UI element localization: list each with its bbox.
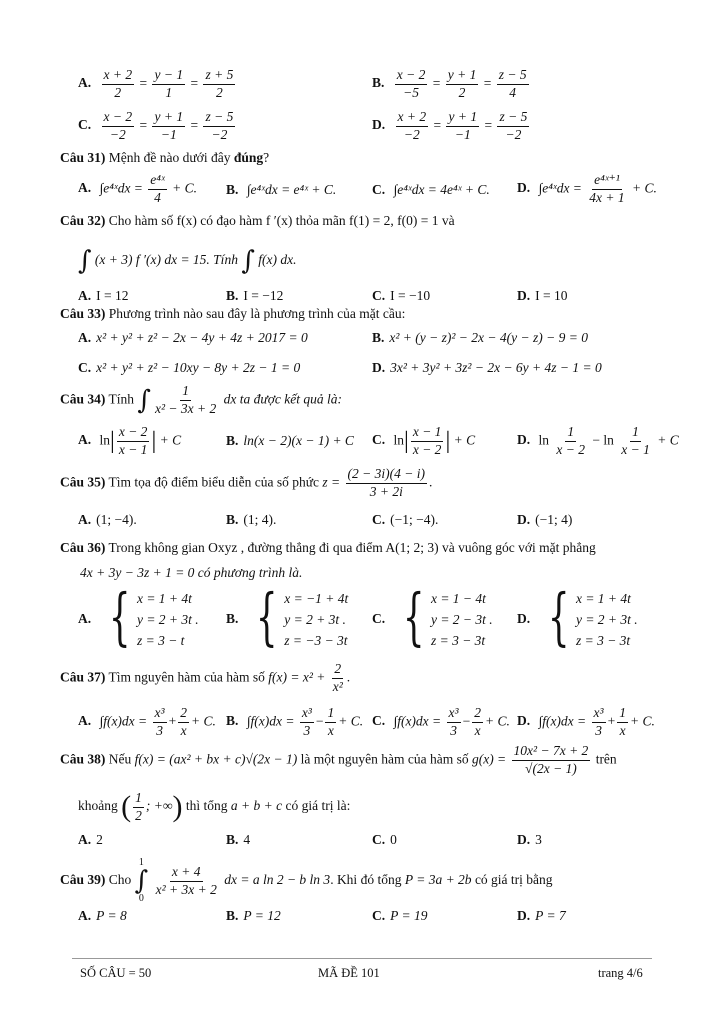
question-33: Câu 33) Phương trình nào sau đây là phương trình của mặt cầu: <box>60 306 406 321</box>
question-36-line2: 4x + 3y − 3z + 1 = 0 có phương trình là. <box>80 565 303 580</box>
q34-option-a: A. ln| $\frac{x - 2}{x - 1}$ | + C <box>78 424 182 457</box>
q35-option-c: C. (−1; −4). <box>372 512 439 527</box>
q37-option-a: A. ∫f(x)dx = $\frac{\text{x³}}{3}$ + $\frac{2}{x}$ + C. <box>78 705 216 738</box>
q35-option-b: B. (1; 4). <box>226 512 277 527</box>
q33-option-b: B. x² + (y − z)² − 2x − 4(y − z) − 9 = 0 <box>372 330 588 345</box>
q39-option-d: D. P = 7 <box>517 908 566 923</box>
q36-option-c: C. { x = 1 − 4t y = 2 − 3t . z = 3 − 3t <box>372 580 493 653</box>
q36-option-d: D. { x = 1 + 4t y = 2 + 3t . z = 3 − 3t <box>517 580 638 653</box>
q30-option-b: B. $\frac{x - 2}{-5}$ = $\frac{y + 1}{2}$ = $\frac{z - 5}{4}$ <box>372 67 527 100</box>
q33-option-c: C. x² + y² + z² − 10xy − 8y + 2z − 1 = 0 <box>78 360 301 375</box>
q34-option-c: C. ln| $\frac{x - 1}{x - 2}$ | + C <box>372 424 476 457</box>
question-32-line2: ∫ (x + 3) f ′(x) dx = 15. Tính ∫ f(x) dx. <box>78 246 297 276</box>
q35-option-d: D. (−1; 4) <box>517 512 573 527</box>
question-37: Câu 37) Tìm nguyên hàm của hàm số f(x) = x² + $\frac{2}{\text{x²}}$ . <box>60 661 351 694</box>
q32-option-a: A. I = 12 <box>78 288 129 303</box>
footer-divider <box>72 958 652 959</box>
q36-option-a: A. { x = 1 + 4t y = 2 + 3t . z = 3 − t <box>78 580 199 653</box>
footer-page-number: trang 4/6 <box>598 966 643 980</box>
q37-option-d: D. ∫f(x)dx = $\frac{\text{x³}}{3}$ + $\frac{1}{x}$ + C. <box>517 705 655 738</box>
q38-option-d: D. 3 <box>517 832 542 847</box>
question-38: Câu 38) Nếu f(x) = (ax² + bx + c)√(2x − 1) là một nguyên hàm của hàm số g(x) = $\frac{\text{10x² − 7x + 2}}{√(2x - 1)}$ trên <box>60 743 617 776</box>
q32-option-b: B. I = −12 <box>226 288 284 303</box>
q35-option-a: A. (1; −4). <box>78 512 137 527</box>
q38-option-b: B. 4 <box>226 832 251 847</box>
question-31: Câu 31) Mệnh đề nào dưới đây đúng? <box>60 150 270 165</box>
q36-option-b: B. { x = −1 + 4t y = 2 + 3t . z = −3 − 3t <box>226 580 349 653</box>
question-39: Câu 39) Cho 1 ∫ 0 $\frac{x + 4}{\text{x² + 3x + 2}}$ dx = a ln 2 − b ln 3. Khi đó tổng P = 3a + 2b có giá trị bằng <box>60 857 553 904</box>
question-35: Câu 35) Tìm tọa độ điểm biểu diễn của số phức z = $\frac{(2 - 3i)(4 - i)}{3 + 2i}$ . <box>60 466 433 499</box>
q33-option-d: D. 3x² + 3y² + 3z² − 2x − 6y + 4z − 1 = 0 <box>372 360 602 375</box>
footer-exam-code: MÃ ĐỀ 101 <box>318 966 380 980</box>
q38-option-c: C. 0 <box>372 832 397 847</box>
q34-option-d: D. ln $\frac{1}{x - 2}$ − ln $\frac{1}{x - 1}$ + C <box>517 424 679 457</box>
integral-sign: ∫ <box>78 246 92 276</box>
q34-option-b: B. ln(x − 2)(x − 1) + C <box>226 433 354 448</box>
question-38-line2: khoảng ( $\frac{1}{2}$ ; +∞) thì tổng a + b + c có giá trị là: <box>78 789 351 823</box>
question-34: Câu 34) Tính ∫ $\frac{1}{\text{x² − 3x + 2}}$ dx ta được kết quả là: <box>60 383 343 416</box>
q31-option-d: D. ∫e⁴ˣdx = $\frac{\text{e⁴ˣ⁺¹}}{4x + 1}$ + C. <box>517 172 657 205</box>
q32-option-c: C. I = −10 <box>372 288 431 303</box>
q31-option-c: C. ∫e⁴ˣdx = 4e⁴ˣ + C. <box>372 182 490 197</box>
q30-option-c: C. $\frac{x - 2}{-2}$ = $\frac{y + 1}{-1}$ = $\frac{z - 5}{-2}$ <box>78 109 234 142</box>
q31-option-b: B. ∫e⁴ˣdx = e⁴ˣ + C. <box>226 182 337 197</box>
q33-option-a: A. x² + y² + z² − 2x − 4y + 4z + 2017 = 0 <box>78 330 308 345</box>
q39-option-b: B. P = 12 <box>226 908 281 923</box>
footer-question-count: SỐ CÂU = 50 <box>80 966 152 980</box>
q39-option-c: C. P = 19 <box>372 908 428 923</box>
q37-option-b: B. ∫f(x)dx = $\frac{\text{x³}}{3}$ − $\frac{1}{x}$ + C. <box>226 705 364 738</box>
q30-option-a: A. $\frac{x + 2}{2}$ = $\frac{y - 1}{1}$ = $\frac{z + 5}{2}$ <box>78 67 234 100</box>
q37-option-c: C. ∫f(x)dx = $\frac{\text{x³}}{3}$ − $\frac{2}{x}$ + C. <box>372 705 510 738</box>
question-32: Câu 32) Cho hàm số f(x) có đạo hàm f ′(x) thỏa mãn f(1) = 2, f(0) = 1 và <box>60 213 455 228</box>
q39-option-a: A. P = 8 <box>78 908 127 923</box>
q32-option-d: D. I = 10 <box>517 288 568 303</box>
question-36: Câu 36) Trong không gian Oxyz , đường thẳng đi qua điểm A(1; 2; 3) và vuông góc với mặt phẳng <box>60 540 596 555</box>
q38-option-a: A. 2 <box>78 832 103 847</box>
q31-option-a: A. ∫e⁴ˣdx = $\frac{\text{e⁴ˣ}}{4}$ + C. <box>78 172 198 205</box>
q30-option-d: D. $\frac{x + 2}{-2}$ = $\frac{y + 1}{-1}$ = $\frac{z - 5}{-2}$ <box>372 109 528 142</box>
